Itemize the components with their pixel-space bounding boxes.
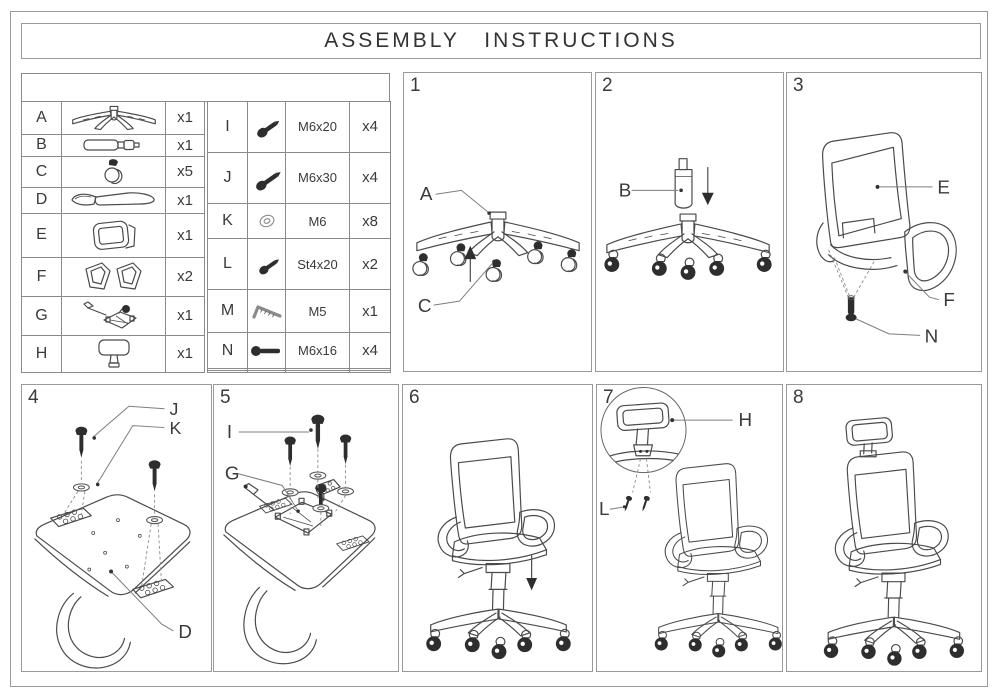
tilt-mechanism-icon [62, 296, 166, 335]
part-letter: E [22, 214, 62, 257]
headrest-icon [62, 335, 166, 372]
part-letter: K [208, 203, 248, 239]
part-qty: x4 [350, 102, 391, 153]
empty-cell [248, 371, 286, 373]
part-letter: M [208, 290, 248, 333]
complete-chair-illustration [787, 385, 981, 671]
part-qty: x4 [350, 333, 391, 369]
backrest-armrest-illustration [787, 73, 981, 371]
step-panel-8 [786, 384, 982, 672]
part-qty: x2 [350, 239, 391, 290]
seat-onto-base-illustration [403, 385, 592, 671]
part-spec: M6x16 [286, 333, 350, 369]
part-letter: C [22, 157, 62, 188]
part-label-F: F [943, 289, 955, 311]
part-label-I: I [226, 420, 233, 442]
parts-row-C [22, 157, 205, 188]
backrest-icon [62, 214, 166, 257]
part-letter: I [208, 102, 248, 153]
part-letter: D [22, 187, 62, 213]
seat-icon [62, 187, 166, 213]
part-spec: M5 [286, 290, 350, 333]
parts-row-M [208, 290, 391, 333]
part-spec: M6x30 [286, 152, 350, 203]
parts-table-right [207, 101, 391, 373]
gas-lift-into-base-illustration [596, 73, 783, 371]
part-qty: x1 [166, 335, 205, 372]
part-spec: M6x20 [286, 102, 350, 153]
part-letter: H [22, 335, 62, 372]
allen-key-icon [248, 290, 286, 333]
parts-row-H [22, 335, 205, 372]
step-number: 2 [602, 75, 613, 96]
step-number: 3 [793, 75, 804, 96]
part-qty: x1 [166, 134, 205, 156]
part-qty: x2 [166, 257, 205, 296]
step-panel-3 [786, 72, 982, 372]
base-with-casters-illustration [404, 73, 591, 371]
part-letter: G [22, 296, 62, 335]
step-panel-7 [596, 384, 783, 672]
screw-icon [248, 152, 286, 203]
part-letter: L [208, 239, 248, 290]
part-qty: x8 [350, 203, 391, 239]
bolt-icon [248, 333, 286, 369]
part-label-L: L [598, 498, 610, 520]
step-number: 5 [220, 387, 231, 408]
caster-wheel-icon [62, 157, 166, 188]
part-label-G: G [224, 462, 240, 484]
screw-icon [248, 239, 286, 290]
parts-row-G [22, 296, 205, 335]
step-number: 8 [793, 387, 804, 408]
part-qty: x1 [166, 214, 205, 257]
step-panel-4 [21, 384, 212, 672]
parts-row-E [22, 214, 205, 257]
parts-table-header-band [21, 73, 390, 102]
parts-row-D [22, 187, 205, 213]
parts-table-left [21, 101, 205, 373]
parts-row-I [208, 102, 391, 153]
part-qty [350, 371, 391, 373]
step-panel-6 [402, 384, 593, 672]
parts-row-L [208, 239, 391, 290]
chair-base-icon [62, 102, 166, 135]
part-qty: x1 [166, 187, 205, 213]
step-number: 6 [409, 387, 420, 408]
parts-row-K [208, 203, 391, 239]
part-letter: N [208, 333, 248, 369]
part-spec: St4x20 [286, 239, 350, 290]
part-spec [286, 371, 350, 373]
step-number: 4 [28, 387, 39, 408]
part-qty: x1 [350, 290, 391, 333]
step-panel-2 [595, 72, 784, 372]
part-label-E: E [937, 176, 950, 198]
gas-lift-icon [62, 134, 166, 156]
part-qty: x1 [166, 102, 205, 135]
parts-row-A [22, 102, 205, 135]
part-qty: x5 [166, 157, 205, 188]
armrest-pair-icon [62, 257, 166, 296]
part-letter: J [208, 152, 248, 203]
part-letter: A [22, 102, 62, 135]
part-label-A: A [419, 183, 433, 205]
parts-row-F [22, 257, 205, 296]
mechanism-mounting-illustration [214, 385, 398, 671]
parts-row-empty [208, 371, 391, 373]
part-spec: M6 [286, 203, 350, 239]
part-label-J: J [169, 399, 179, 420]
part-label-N: N [924, 325, 939, 347]
part-label-H: H [738, 409, 753, 431]
part-letter: F [22, 257, 62, 296]
part-label-K: K [169, 417, 182, 438]
title-box [21, 23, 981, 59]
part-letter [208, 371, 248, 373]
part-label-C: C [417, 295, 432, 317]
parts-row-B [22, 134, 205, 156]
part-label-B: B [618, 179, 632, 201]
step-number: 7 [603, 387, 614, 408]
step-number: 1 [410, 75, 421, 96]
step-panel-1 [403, 72, 592, 372]
part-letter: B [22, 134, 62, 156]
step-panel-5 [213, 384, 399, 672]
seat-underside-illustration [22, 385, 211, 671]
washer-icon [248, 203, 286, 239]
part-label-D: D [178, 620, 192, 642]
parts-row-J [208, 152, 391, 203]
headrest-attachment-illustration [597, 385, 782, 671]
page-title: ASSEMBLY INSTRUCTIONS [324, 29, 678, 52]
screw-icon [248, 102, 286, 153]
part-qty: x1 [166, 296, 205, 335]
parts-row-N [208, 333, 391, 369]
part-qty: x4 [350, 152, 391, 203]
